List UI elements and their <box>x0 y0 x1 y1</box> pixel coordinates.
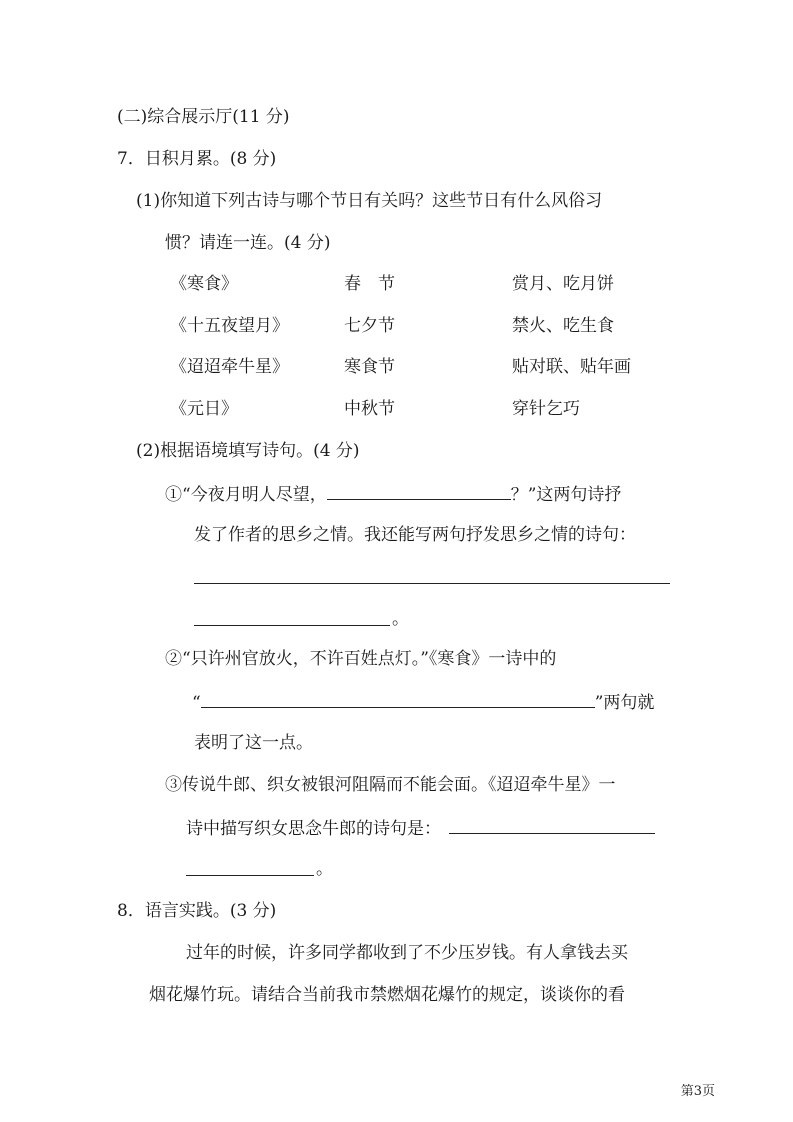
page-number: 第3页 <box>680 1084 715 1099</box>
q7-item2-line3: 表明了这一点。 <box>194 733 313 753</box>
custom-item: 赏月、吃月饼 <box>512 274 614 294</box>
question-7-title: 7．日积月累。(8 分) <box>117 149 277 169</box>
poem-item: 《十五夜望月》 <box>170 316 289 336</box>
q8-line2: 烟花爆竹玩。请结合当前我市禁燃烟花爆竹的规定，谈谈你的看 <box>149 985 625 1005</box>
q7-item1-line1 <box>165 481 621 507</box>
item1-suffix: ？”这两句诗抒 <box>510 485 622 505</box>
q7-item2-line1: ②“只许州官放火，不许百姓点灯。”《寒食》一诗中的 <box>165 649 557 669</box>
question-8-title: 8．语言实践。(3 分) <box>117 901 277 921</box>
open-quote: “ <box>192 693 201 713</box>
q7-part2-title: (2)根据语境填写诗句。(4 分) <box>136 441 360 461</box>
q7-item3-line1: ③传说牛郎、织女被银河阻隔而不能会面。《迢迢牵牛星》一 <box>165 775 616 795</box>
section-heading: (二)综合展示厅(11 分) <box>117 107 290 127</box>
festival-item: 春 节 <box>344 274 395 294</box>
custom-item: 禁火、吃生食 <box>512 316 614 336</box>
q7-part1-line1: (1)你知道下列古诗与哪个节日有关吗？这些节日有什么风俗习 <box>136 191 603 211</box>
custom-item: 穿针乞巧 <box>512 399 580 419</box>
item1-end-mark: 。 <box>392 609 409 629</box>
poem-item: 《寒食》 <box>170 274 238 294</box>
answer-blank[interactable] <box>186 875 314 876</box>
q8-line1: 过年的时候，许多同学都收到了不少压岁钱。有人拿钱去买 <box>186 943 628 963</box>
item2-close: ”两句就 <box>594 693 655 713</box>
q7-item3-line2 <box>186 815 655 841</box>
item3-line2-text: 诗中描写织女思念牛郎的诗句是： <box>186 819 441 839</box>
item3-end-mark: 。 <box>316 859 333 879</box>
answer-blank[interactable] <box>201 689 595 708</box>
festival-item: 寒食节 <box>344 357 395 377</box>
q7-part1-line2: 惯？请连一连。(4 分) <box>165 233 331 253</box>
item1-prefix: ①“今夜月明人尽望， <box>165 485 327 505</box>
q7-item1-line2: 发了作者的思乡之情。我还能写两句抒发思乡之情的诗句： <box>194 525 636 545</box>
custom-item: 贴对联、贴年画 <box>512 357 631 377</box>
festival-item: 七夕节 <box>344 316 395 336</box>
answer-blank[interactable] <box>194 625 390 626</box>
poem-item: 《元日》 <box>170 399 238 419</box>
answer-blank[interactable] <box>327 481 511 500</box>
poem-item: 《迢迢牵牛星》 <box>170 357 289 377</box>
festival-item: 中秋节 <box>344 399 395 419</box>
q7-item2-line2 <box>192 689 654 715</box>
answer-blank[interactable] <box>449 815 655 834</box>
answer-blank[interactable] <box>194 583 670 584</box>
